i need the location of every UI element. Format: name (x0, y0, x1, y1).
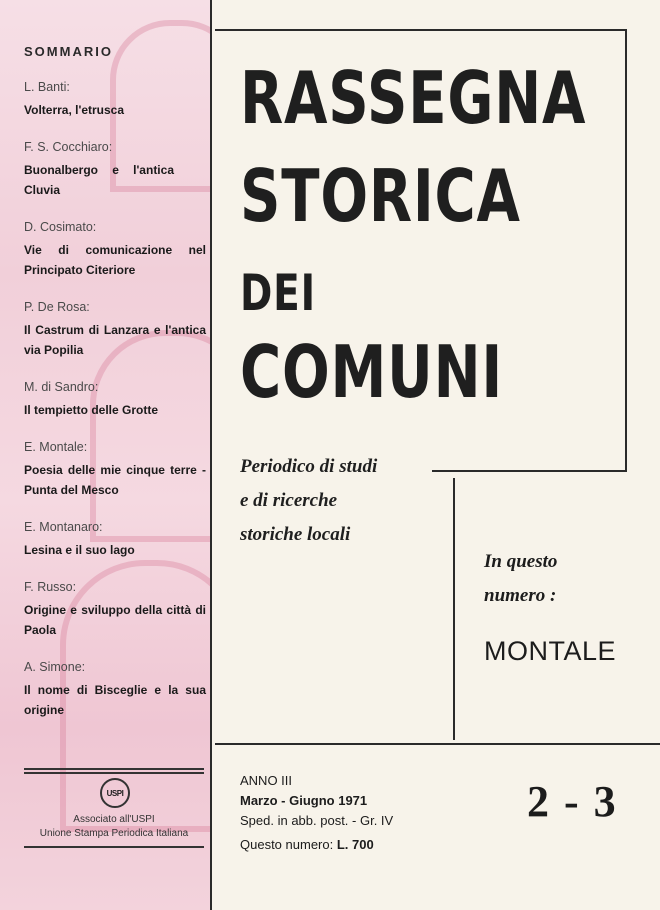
article-author: F. S. Cocchiaro: (24, 140, 113, 154)
issue-year: ANNO III (240, 773, 293, 788)
table-of-contents (24, 80, 206, 740)
divider (24, 846, 204, 848)
subtitle-line: e di ricerche (240, 490, 338, 511)
article-title: Il tempietto delle Grotte (24, 403, 159, 417)
list-item (24, 580, 206, 640)
list-item (24, 440, 206, 500)
price-label: Questo numero: (240, 837, 334, 852)
divider (210, 0, 212, 910)
article-author: E. Montale: (24, 440, 88, 454)
subtitle-line: Periodico di studi (240, 456, 378, 477)
price-value: L. 700 (336, 837, 374, 852)
association-name: Unione Stampa Periodica Italiana (39, 828, 189, 839)
list-item (24, 300, 206, 360)
issue-info (240, 772, 393, 856)
article-author: D. Cosimato: (24, 220, 97, 234)
feature-line: numero : (484, 585, 557, 606)
article-author: F. Russo: (24, 580, 77, 594)
divider (24, 772, 204, 774)
association-line: Associato all'USPI (73, 814, 155, 825)
feature-label (484, 545, 557, 613)
list-item (24, 80, 206, 120)
article-title: Poesia delle mie cinque terre - Punta del Mesco (24, 463, 206, 497)
periodical-subtitle (240, 450, 377, 552)
sommario-heading: SOMMARIO (24, 44, 113, 59)
issue-months: Marzo - Giugno 1971 (240, 793, 368, 808)
divider (432, 470, 627, 472)
article-author: E. Montanaro: (24, 520, 103, 534)
article-title: Il nome di Bisceglie e la sua origine (24, 683, 206, 717)
article-title: Origine e sviluppo della città di Paola (24, 603, 206, 637)
article-title: Volterra, l'etrusca (24, 103, 125, 117)
list-item (24, 220, 206, 280)
masthead-title: RASSEGNA (240, 56, 587, 140)
article-title: Il Castrum di Lanzara e l'antica via Popilia (24, 323, 206, 357)
list-item (24, 520, 206, 560)
article-title: Vie di comunicazione nel Principato Citeriore (24, 243, 206, 277)
list-item (24, 380, 206, 420)
feature-line: In questo (484, 551, 558, 572)
feature-name: MONTALE (484, 636, 617, 666)
issue-number: 2 - 3 (527, 777, 618, 826)
divider (453, 478, 455, 740)
article-author: L. Banti: (24, 80, 70, 94)
article-author: A. Simone: (24, 660, 86, 674)
masthead-title: STORICA (240, 154, 521, 238)
masthead-title: DEI (240, 264, 316, 322)
article-author: P. De Rosa: (24, 300, 90, 314)
article-title: Buonalbergo e l'antica Cluvia (24, 163, 174, 197)
divider (24, 768, 204, 770)
sidebar-contents (0, 0, 210, 910)
divider (215, 743, 660, 745)
subtitle-line: storiche locali (240, 524, 351, 545)
article-title: Lesina e il suo lago (24, 543, 135, 557)
article-author: M. di Sandro: (24, 380, 99, 394)
uspi-logo-icon: USPI (100, 778, 130, 808)
list-item (24, 660, 206, 720)
issue-postage: Sped. in abb. post. - Gr. IV (240, 813, 394, 828)
list-item (24, 140, 206, 200)
issue-price (240, 836, 393, 854)
masthead-title: COMUNI (240, 330, 504, 414)
